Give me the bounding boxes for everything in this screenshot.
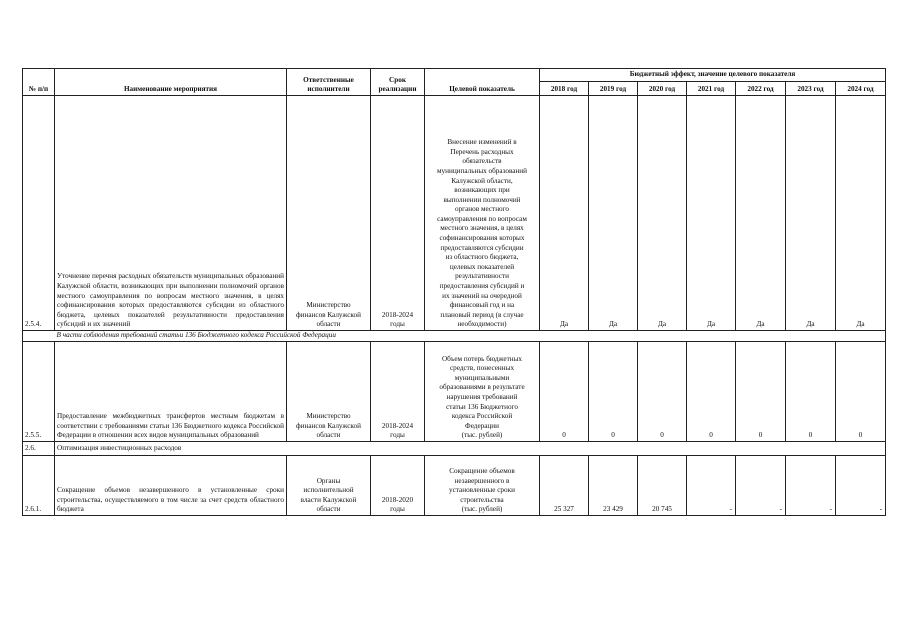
row-target: Сокращение объемов незавершенного в установленные сроки строительства (тыс. рублей): [425, 456, 540, 516]
header-num: № п/п: [23, 69, 55, 96]
row-term: 2018-2024 годы: [371, 96, 425, 331]
row-value: 0: [736, 342, 786, 442]
row-num: 2.5.4.: [23, 96, 55, 331]
row-value: Да: [687, 96, 736, 331]
row-executor: Органы исполнительной власти Калужской области: [287, 456, 371, 516]
header-year: 2022 год: [736, 82, 786, 96]
header-year: 2018 год: [540, 82, 589, 96]
row-name: Сокращение объемов незавершенного в установленные сроки строительства, осуществляемого в том числе за счет средств областного бюджета: [55, 456, 287, 516]
row-value: 25 327: [540, 456, 589, 516]
row-value: Да: [638, 96, 687, 331]
row-value: Да: [736, 96, 786, 331]
row-value: 0: [638, 342, 687, 442]
header-target: Целевой показатель: [425, 69, 540, 96]
row-value: 0: [687, 342, 736, 442]
header-name: Наименование мероприятия: [55, 69, 287, 96]
row-value: -: [786, 456, 836, 516]
header-year: 2023 год: [786, 82, 836, 96]
header-term: Срок реализации: [371, 69, 425, 96]
table-row: [23, 456, 886, 516]
measures-table: [22, 68, 886, 516]
row-value: -: [836, 456, 886, 516]
row-target: Внесение изменений в Перечень расходных обязательств муниципальных образований Калужской области, возникающих при выполнении полномочий органов местного самоуправления по вопросам местного значения, в целях софинансирования которых предоставляются субсидии из областного бюджета, целевых показателей результативности предоставления субсидий и их значений на очередной финансовый год и на плановый период (в случае необходимости): [425, 96, 540, 331]
header-executors: Ответственные исполнители: [287, 69, 371, 96]
row-name: Предоставление межбюджетных трансфертов местным бюджетам в соответствии с требованиями статьи 136 Бюджетного кодекса Российской Федерации в отношении всех видов муниципальных образований: [55, 342, 287, 442]
row-num: 2.6.1.: [23, 456, 55, 516]
row-executor: Министерство финансов Калужской области: [287, 342, 371, 442]
row-value: Да: [836, 96, 886, 331]
subsection-row: [23, 442, 886, 456]
row-target: Объем потерь бюджетных средств, понесенных муниципальными образованиями в результате нарушения требований статьи 136 Бюджетного кодекса Российской Федерации (тыс. рублей): [425, 342, 540, 442]
header-year: 2019 год: [589, 82, 638, 96]
row-name: Уточнение перечня расходных обязательств муниципальных образований Калужской области, возникающих при выполнении полномочий органов местного самоуправления по вопросам местного значения, в целях софинансирования которых предоставляются субсидии из областного бюджета, целевых показателей результативности предоставления субсидий и их значений: [55, 96, 287, 331]
row-value: 0: [589, 342, 638, 442]
header-year: 2021 год: [687, 82, 736, 96]
row-value: Да: [589, 96, 638, 331]
header-budget-effect: Бюджетный эффект, значение целевого показателя: [540, 69, 886, 82]
section-title: В части соблюдения требований статьи 136 Бюджетного кодекса Российской Федерации: [55, 331, 886, 342]
row-term: 2018-2020 годы: [371, 456, 425, 516]
row-value: -: [736, 456, 786, 516]
table-row: [23, 342, 886, 442]
row-value: -: [687, 456, 736, 516]
row-term: 2018-2024 годы: [371, 342, 425, 442]
header-year: 2024 год: [836, 82, 886, 96]
row-value: 0: [540, 342, 589, 442]
row-value: 0: [786, 342, 836, 442]
row-value: 0: [836, 342, 886, 442]
row-executor: Министерство финансов Калужской области: [287, 96, 371, 331]
row-value: 23 429: [589, 456, 638, 516]
table-row: [23, 96, 886, 331]
row-value: Да: [786, 96, 836, 331]
row-num: 2.5.5.: [23, 342, 55, 442]
subsection-title: Оптимизация инвестиционных расходов: [55, 442, 886, 456]
row-value: Да: [540, 96, 589, 331]
header-year: 2020 год: [638, 82, 687, 96]
section-row: [23, 331, 886, 342]
row-value: 20 745: [638, 456, 687, 516]
subsection-num: 2.6.: [23, 442, 55, 456]
